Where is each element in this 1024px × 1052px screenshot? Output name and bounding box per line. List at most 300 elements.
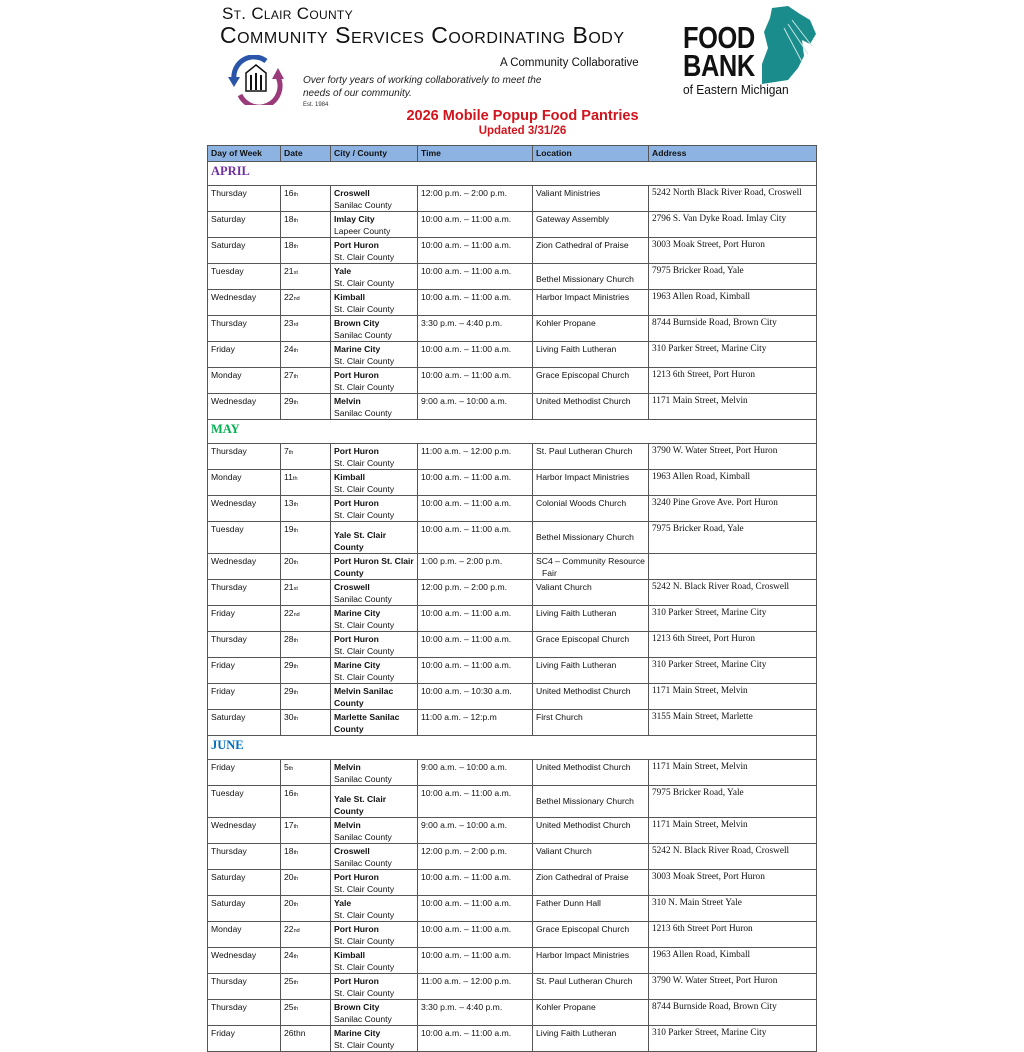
time-cell: 10:00 a.m. – 11:00 a.m. <box>418 368 533 394</box>
date-suffix: th <box>293 218 299 224</box>
location-cell <box>533 554 649 580</box>
city-county: Yale St. Clair County <box>334 530 387 552</box>
address-cell: 8744 Burnside Road, Brown City <box>649 1000 817 1026</box>
location-cell <box>533 818 649 844</box>
table-row <box>208 710 817 736</box>
date-cell <box>281 684 331 710</box>
date-number: 24 <box>284 950 294 960</box>
date-number: 5 <box>284 762 289 772</box>
date-number: 20 <box>284 898 294 908</box>
address-cell: 310 N. Main Street Yale <box>649 896 817 922</box>
city-county-cell <box>331 974 418 1000</box>
day-cell: Wednesday <box>208 818 281 844</box>
time-cell: 10:00 a.m. – 11:00 a.m. <box>418 238 533 264</box>
date-suffix: th <box>293 1006 299 1012</box>
time-cell: 10:00 a.m. – 11:00 a.m. <box>418 290 533 316</box>
month-section-row <box>208 420 817 444</box>
address-cell: 2796 S. Van Dyke Road. Imlay City <box>649 212 817 238</box>
time-cell: 9:00 a.m. – 10:00 a.m. <box>418 394 533 420</box>
location-name: Father Dunn Hall <box>536 898 601 908</box>
table-row <box>208 948 817 974</box>
date-number: 18 <box>284 240 294 250</box>
day-cell: Friday <box>208 1026 281 1052</box>
city-name: Yale <box>334 898 352 908</box>
date-number: 16 <box>284 188 294 198</box>
day-cell: Saturday <box>208 710 281 736</box>
date-suffix: st <box>293 586 298 592</box>
city-county-cell <box>331 444 418 470</box>
day-cell: Tuesday <box>208 786 281 818</box>
day-cell: Thursday <box>208 632 281 658</box>
time-cell: 3:30 p.m. – 4:40 p.m. <box>418 316 533 342</box>
date-cell <box>281 658 331 684</box>
month-section-row <box>208 162 817 186</box>
time-cell: 9:00 a.m. – 10:00 a.m. <box>418 760 533 786</box>
date-number: 29 <box>284 660 294 670</box>
city-name: Port Huron St. Clair County <box>334 556 414 578</box>
address-cell: 1213 6th Street Port Huron <box>649 922 817 948</box>
tagline: Over forty years of working collaboratively to meet the needs of our community. <box>303 75 542 99</box>
county-name: St. Clair County <box>334 509 395 520</box>
address-cell: 3003 Moak Street, Port Huron <box>649 870 817 896</box>
location-cell <box>533 264 649 290</box>
location-name: SC4 – Community Resource <box>536 556 645 566</box>
time-cell: 10:00 a.m. – 11:00 a.m. <box>418 522 533 554</box>
table-row <box>208 1000 817 1026</box>
county-name: St. Clair County <box>334 355 395 366</box>
location-name: Living Faith Lutheran <box>536 608 617 618</box>
date-cell <box>281 710 331 736</box>
location-name: United Methodist Church <box>536 820 631 830</box>
column-header-location: Location <box>533 146 649 162</box>
location-cell <box>533 470 649 496</box>
table-row <box>208 786 817 818</box>
table-row <box>208 470 817 496</box>
address-cell: 3003 Moak Street, Port Huron <box>649 238 817 264</box>
location-cell <box>533 658 649 684</box>
city-name: Melvin <box>334 820 361 830</box>
city-name: Marine City <box>334 1028 381 1038</box>
city-name: Kimball <box>334 950 366 960</box>
day-cell: Friday <box>208 684 281 710</box>
day-cell: Friday <box>208 760 281 786</box>
food-bank-word-food: FOOD <box>683 20 755 55</box>
date-suffix: th <box>293 528 299 534</box>
date-cell <box>281 948 331 974</box>
address-cell: 7975 Bricker Road, Yale <box>649 522 817 554</box>
date-number: 29 <box>284 686 294 696</box>
table-row <box>208 444 817 470</box>
location-cell <box>533 710 649 736</box>
location-cell <box>533 896 649 922</box>
city-county-cell <box>331 948 418 974</box>
page-title: 2026 Mobile Popup Food Pantries <box>406 108 639 124</box>
day-cell: Thursday <box>208 444 281 470</box>
date-number: 20 <box>284 556 294 566</box>
location-cell <box>533 444 649 470</box>
county-name: St. Clair County <box>334 909 395 920</box>
month-section-row <box>208 736 817 760</box>
day-cell: Thursday <box>208 316 281 342</box>
time-cell: 10:00 a.m. – 11:00 a.m. <box>418 606 533 632</box>
date-cell <box>281 844 331 870</box>
day-cell: Thursday <box>208 580 281 606</box>
location-name: Grace Episcopal Church <box>536 370 630 380</box>
time-cell: 10:00 a.m. – 10:30 a.m. <box>418 684 533 710</box>
date-number: 19 <box>284 524 294 534</box>
date-suffix: th <box>293 638 299 644</box>
county-name: St. Clair County <box>334 381 395 392</box>
city-county-cell <box>331 342 418 368</box>
location-name: Grace Episcopal Church <box>536 924 630 934</box>
date-cell <box>281 522 331 554</box>
city-county-cell <box>331 290 418 316</box>
location-cell <box>533 922 649 948</box>
date-suffix: rd <box>293 322 299 328</box>
day-cell: Thursday <box>208 186 281 212</box>
address-cell: 1171 Main Street, Melvin <box>649 818 817 844</box>
city-county-cell <box>331 496 418 522</box>
location-cell <box>533 580 649 606</box>
location-name: United Methodist Church <box>536 396 631 406</box>
address-cell: 3790 W. Water Street, Port Huron <box>649 444 817 470</box>
established-label: Est. 1984 <box>303 102 329 108</box>
city-county-cell <box>331 264 418 290</box>
address-cell: 1171 Main Street, Melvin <box>649 684 817 710</box>
city-name: Croswell <box>334 582 370 592</box>
day-cell: Saturday <box>208 870 281 896</box>
city-county-cell <box>331 394 418 420</box>
date-cell <box>281 580 331 606</box>
city-name: Marine City <box>334 608 381 618</box>
table-row <box>208 264 817 290</box>
location-name: Grace Episcopal Church <box>536 634 630 644</box>
city-name: Brown City <box>334 318 380 328</box>
date-number: 23 <box>284 318 294 328</box>
address-cell: 3155 Main Street, Marlette <box>649 710 817 736</box>
city-name: Brown City <box>334 1002 380 1012</box>
county-name: St. Clair County <box>334 671 395 682</box>
column-header-city: City / County <box>331 146 418 162</box>
address-cell: 5242 N. Black River Road, Croswell <box>649 844 817 870</box>
table-row <box>208 496 817 522</box>
location-name: Harbor Impact Ministries <box>536 472 630 482</box>
table-row <box>208 922 817 948</box>
table-row <box>208 1026 817 1052</box>
table-row <box>208 316 817 342</box>
date-number: 16 <box>284 788 294 798</box>
date-cell <box>281 922 331 948</box>
day-cell: Tuesday <box>208 264 281 290</box>
location-name: Kohler Propane <box>536 318 596 328</box>
address-cell: 7975 Bricker Road, Yale <box>649 786 817 818</box>
date-suffix: st <box>293 270 298 276</box>
date-number: 22 <box>284 608 294 618</box>
date-cell <box>281 896 331 922</box>
table-row <box>208 844 817 870</box>
time-cell: 12:00 p.m. – 2:00 p.m. <box>418 580 533 606</box>
location-name: Bethel Missionary Church <box>536 274 634 284</box>
location-name: St. Paul Lutheran Church <box>536 976 633 986</box>
time-cell: 11:00 a.m. – 12:00 p.m. <box>418 444 533 470</box>
food-bank-logo <box>680 4 820 100</box>
county-name: St. Clair County <box>334 645 395 656</box>
day-cell: Thursday <box>208 974 281 1000</box>
county-name: St. Clair County <box>334 483 395 494</box>
table-row <box>208 394 817 420</box>
date-number: 21 <box>284 266 294 276</box>
location-cell <box>533 496 649 522</box>
location-name: Kohler Propane <box>536 1002 596 1012</box>
county-name: St. Clair County <box>334 987 395 998</box>
location-cell <box>533 760 649 786</box>
city-county-cell <box>331 1000 418 1026</box>
location-cell <box>533 316 649 342</box>
location-name: Living Faith Lutheran <box>536 660 617 670</box>
county-name: St. Clair County <box>334 457 395 468</box>
time-cell: 10:00 a.m. – 11:00 a.m. <box>418 786 533 818</box>
time-cell: 10:00 a.m. – 11:00 a.m. <box>418 264 533 290</box>
location-cell <box>533 948 649 974</box>
date-cell <box>281 212 331 238</box>
address-cell: 1171 Main Street, Melvin <box>649 760 817 786</box>
date-number: 17 <box>284 820 294 830</box>
day-cell: Wednesday <box>208 948 281 974</box>
location-name: Living Faith Lutheran <box>536 344 617 354</box>
date-suffix: th <box>293 400 299 406</box>
city-name: Croswell <box>334 846 370 856</box>
time-cell: 10:00 a.m. – 11:00 a.m. <box>418 1026 533 1052</box>
address-cell: 1963 Allen Road, Kimball <box>649 290 817 316</box>
date-cell <box>281 870 331 896</box>
table-row <box>208 554 817 580</box>
table-row <box>208 290 817 316</box>
location-cell <box>533 632 649 658</box>
city-name: Port Huron <box>334 924 379 934</box>
city-name: Croswell <box>334 188 370 198</box>
collaborative-label: A Community Collaborative <box>500 57 639 69</box>
location-cell <box>533 786 649 818</box>
org-name-line1: St. Clair County <box>222 4 353 23</box>
date-number: 7 <box>284 446 289 456</box>
updated-date: Updated 3/31/26 <box>478 125 567 137</box>
city-name: Port Huron <box>334 370 379 380</box>
date-number: 27 <box>284 370 294 380</box>
date-cell <box>281 238 331 264</box>
column-header-date: Date <box>281 146 331 162</box>
city-name: Port Huron <box>334 872 379 882</box>
address-cell: 1963 Allen Road, Kimball <box>649 470 817 496</box>
county-name: Sanilac County <box>334 1013 392 1024</box>
location-name: Bethel Missionary Church <box>536 796 634 806</box>
date-cell <box>281 1026 331 1052</box>
county-name: St. Clair County <box>334 961 395 972</box>
location-name: St. Paul Lutheran Church <box>536 446 633 456</box>
column-header-day: Day of Week <box>208 146 281 162</box>
date-number: 26thn <box>284 1028 306 1038</box>
time-cell: 11:00 a.m. – 12:00 p.m. <box>418 974 533 1000</box>
date-suffix: th <box>293 690 299 696</box>
date-number: 25 <box>284 976 294 986</box>
city-county-cell <box>331 606 418 632</box>
county-name: St. Clair County <box>334 1039 395 1050</box>
day-cell: Monday <box>208 368 281 394</box>
table-row <box>208 818 817 844</box>
location-cell <box>533 606 649 632</box>
time-cell: 10:00 a.m. – 11:00 a.m. <box>418 632 533 658</box>
date-cell <box>281 1000 331 1026</box>
table-row <box>208 342 817 368</box>
date-number: 28 <box>284 634 294 644</box>
table-row <box>208 186 817 212</box>
date-number: 25 <box>284 1002 294 1012</box>
date-suffix: th <box>293 792 299 798</box>
table-row <box>208 632 817 658</box>
date-cell <box>281 818 331 844</box>
city-name: Kimball <box>334 292 366 302</box>
city-county-cell <box>331 818 418 844</box>
date-cell <box>281 974 331 1000</box>
time-cell: 10:00 a.m. – 11:00 a.m. <box>418 922 533 948</box>
location-name: Valiant Church <box>536 582 592 592</box>
location-name: Colonial Woods Church <box>536 498 627 508</box>
day-cell: Monday <box>208 922 281 948</box>
address-cell: 3240 Pine Grove Ave. Port Huron <box>649 496 817 522</box>
county-name: St. Clair County <box>334 883 395 894</box>
location-name: Zion Cathedral of Praise <box>536 872 629 882</box>
city-county-cell <box>331 658 418 684</box>
day-cell: Saturday <box>208 896 281 922</box>
county-name: St. Clair County <box>334 935 395 946</box>
date-cell <box>281 470 331 496</box>
county-name: Sanilac County <box>334 593 392 604</box>
location-cell <box>533 394 649 420</box>
table-row <box>208 580 817 606</box>
city-county-cell <box>331 844 418 870</box>
day-cell: Wednesday <box>208 290 281 316</box>
location-name: First Church <box>536 712 583 722</box>
pantry-schedule-table <box>207 145 817 1052</box>
time-cell: 10:00 a.m. – 11:00 a.m. <box>418 658 533 684</box>
time-cell: 12:00 p.m. – 2:00 p.m. <box>418 844 533 870</box>
date-number: 11 <box>284 472 293 482</box>
date-number: 22 <box>284 924 294 934</box>
location-name: Bethel Missionary Church <box>536 532 634 542</box>
table-row <box>208 606 817 632</box>
address-cell: 310 Parker Street, Marine City <box>649 658 817 684</box>
location-cell <box>533 186 649 212</box>
time-cell: 9:00 a.m. – 10:00 a.m. <box>418 818 533 844</box>
location-name: United Methodist Church <box>536 686 631 696</box>
city-name: Melvin <box>334 396 361 406</box>
date-suffix: th <box>293 850 299 856</box>
table-row <box>208 896 817 922</box>
city-name: Melvin <box>334 762 361 772</box>
date-cell <box>281 496 331 522</box>
city-county-cell <box>331 896 418 922</box>
table-row <box>208 658 817 684</box>
city-county-cell <box>331 368 418 394</box>
address-cell: 3790 W. Water Street, Port Huron <box>649 974 817 1000</box>
day-cell: Wednesday <box>208 394 281 420</box>
date-cell <box>281 760 331 786</box>
day-cell: Tuesday <box>208 522 281 554</box>
date-number: 22 <box>284 292 294 302</box>
date-cell <box>281 444 331 470</box>
day-cell: Thursday <box>208 1000 281 1026</box>
city-name: Marine City <box>334 344 381 354</box>
org-name-line2: Community Services Coordinating Body <box>220 22 625 48</box>
address-cell: 5242 N. Black River Road, Croswell <box>649 580 817 606</box>
city-county-cell <box>331 684 418 710</box>
date-cell <box>281 316 331 342</box>
location-cell <box>533 870 649 896</box>
cscb-logo-icon <box>226 55 288 105</box>
month-heading: APRIL <box>208 162 817 186</box>
date-number: 18 <box>284 214 294 224</box>
date-number: 29 <box>284 396 294 406</box>
date-number: 18 <box>284 846 294 856</box>
location-cell <box>533 844 649 870</box>
day-cell: Wednesday <box>208 554 281 580</box>
address-cell: 7975 Bricker Road, Yale <box>649 264 817 290</box>
location-cell <box>533 368 649 394</box>
date-suffix: th <box>293 192 299 198</box>
date-suffix: th <box>288 766 294 772</box>
table-row <box>208 870 817 896</box>
location-cell <box>533 212 649 238</box>
date-suffix: th <box>293 244 299 250</box>
city-county-cell <box>331 580 418 606</box>
city-county-cell <box>331 632 418 658</box>
time-cell: 10:00 a.m. – 11:00 a.m. <box>418 948 533 974</box>
county-name: Sanilac County <box>334 831 392 842</box>
date-cell <box>281 186 331 212</box>
day-cell: Friday <box>208 342 281 368</box>
month-heading: JUNE <box>208 736 817 760</box>
day-cell: Friday <box>208 606 281 632</box>
table-row <box>208 974 817 1000</box>
date-cell <box>281 290 331 316</box>
date-suffix: nd <box>293 928 300 934</box>
address-cell: 310 Parker Street, Marine City <box>649 342 817 368</box>
food-bank-subtitle: of Eastern Michigan <box>683 82 789 97</box>
location-cell <box>533 684 649 710</box>
day-cell: Saturday <box>208 238 281 264</box>
time-cell: 10:00 a.m. – 11:00 a.m. <box>418 470 533 496</box>
location-name: Valiant Ministries <box>536 188 601 198</box>
date-suffix: th <box>293 954 299 960</box>
date-suffix: th <box>293 824 299 830</box>
time-cell: 1:00 p.m. – 2:00 p.m. <box>418 554 533 580</box>
date-number: 20 <box>284 872 294 882</box>
location-cell <box>533 974 649 1000</box>
date-cell <box>281 394 331 420</box>
county-name: St. Clair County <box>334 619 395 630</box>
address-cell: 310 Parker Street, Marine City <box>649 1026 817 1052</box>
county-name: St. Clair County <box>334 251 395 262</box>
date-suffix: th <box>293 716 299 722</box>
county-name: Sanilac County <box>334 407 392 418</box>
column-header-time: Time <box>418 146 533 162</box>
date-number: 21 <box>284 582 294 592</box>
location-name: Gateway Assembly <box>536 214 610 224</box>
county-name: Sanilac County <box>334 773 392 784</box>
date-suffix: th <box>293 502 299 508</box>
location-cell <box>533 1026 649 1052</box>
address-cell: 5242 North Black River Road, Croswell <box>649 186 817 212</box>
day-cell: Wednesday <box>208 496 281 522</box>
